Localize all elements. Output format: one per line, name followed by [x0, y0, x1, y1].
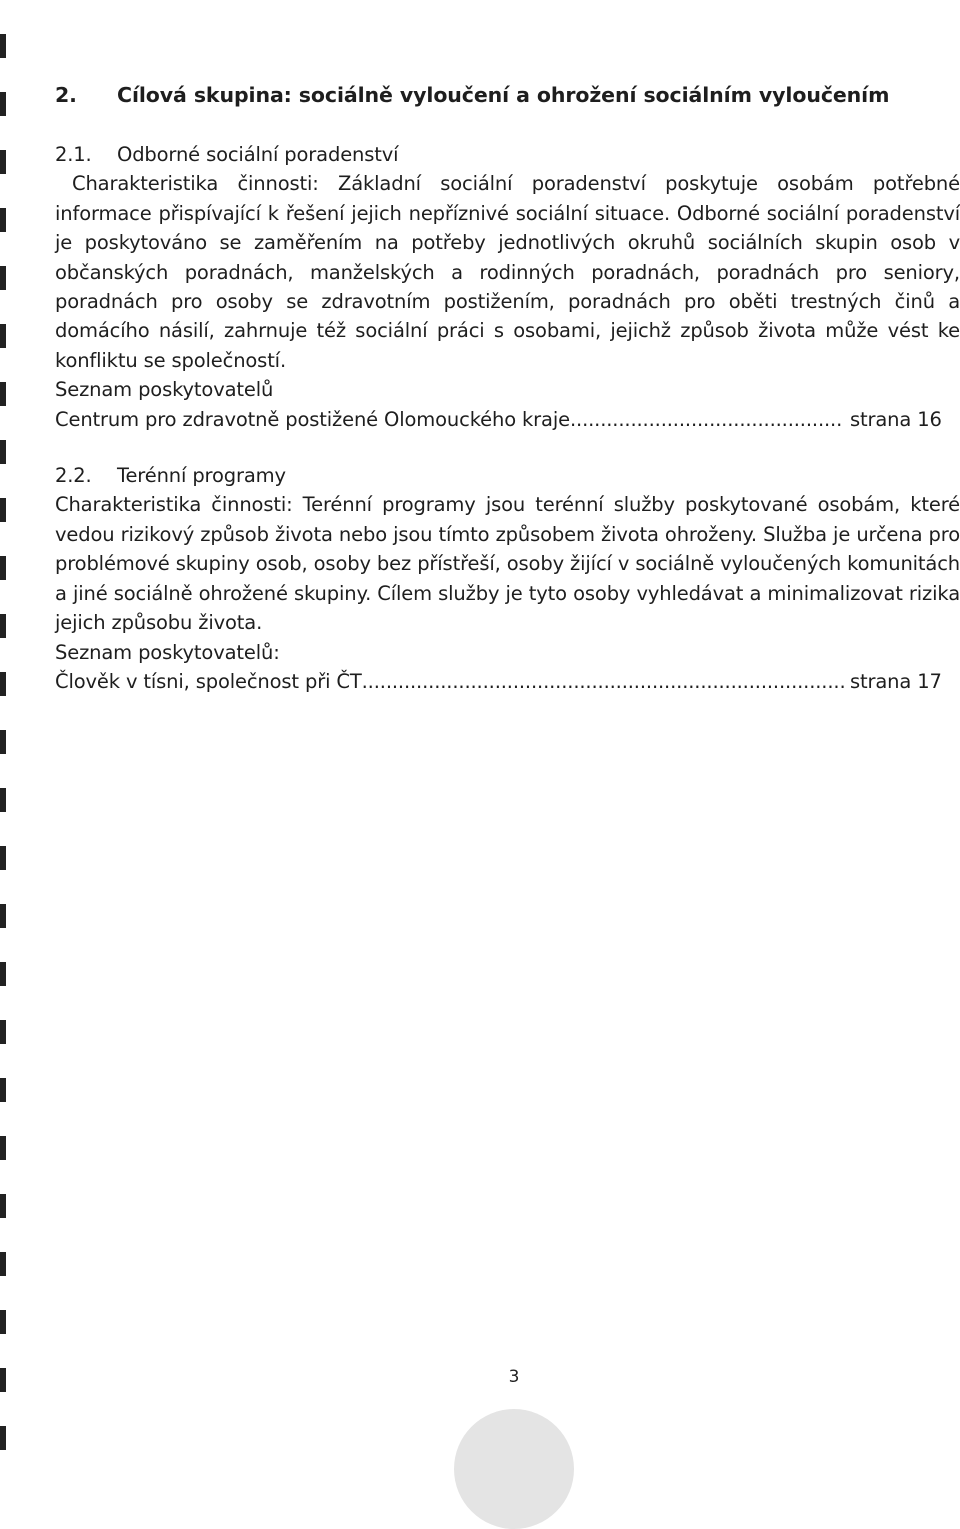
section-title: Terénní programy — [117, 464, 286, 488]
page-number: 3 — [508, 1367, 520, 1387]
provider-name: Člověk v tísni, společnost při ČT — [55, 669, 362, 693]
provider-name: Centrum pro zdravotně postižené Olomouckého kraje — [55, 407, 570, 431]
section-number: 2.1. — [55, 143, 92, 166]
section-heading — [55, 140, 960, 169]
chapter-number: 2. — [55, 83, 77, 107]
section-title: Odborné sociální poradenství — [117, 143, 399, 166]
section-description: Charakteristika činnosti: Základní sociální poradenství poskytuje osobám potřebné informace přispívající k řešení jejich nepříznivé sociální situace. Odborné sociální poradenství je poskytováno se zaměřením na potřeby jednotlivých okruhů sociálních skupin osob v občanských poradnách, manželských a rodinných poradnách, poradnách pro seniory, poradnách pro osoby se zdravotním postižením, poradnách pro oběti trestných činů a domácího násilí, zahrnuje též sociální práci s osobami, jejichž způsob života může vést ke konfliktu se společností. — [55, 172, 960, 372]
provider-page: strana 16 — [850, 407, 942, 431]
leader-dots — [570, 405, 844, 434]
leader-dots — [362, 667, 844, 696]
section-heading — [55, 461, 960, 490]
chapter-title: Cílová skupina: sociálně vyloučení a ohrožení sociálním vyloučením — [117, 83, 890, 107]
page-number-tab — [454, 1409, 574, 1529]
margin-crop-marks — [0, 0, 6, 1459]
provider-entry[interactable] — [55, 667, 960, 696]
provider-entry[interactable] — [55, 405, 960, 434]
providers-label: Seznam poskytovatelů: — [55, 640, 280, 664]
document-body — [55, 78, 960, 696]
section-description: Charakteristika činnosti: Terénní programy jsou terénní služby poskytované osobám, které vedou rizikový způsob života nebo jsou tímto způsobem života ohroženy. Služba je určena pro problémové skupiny osob, osoby bez přístřeší, osoby žijící v sociálně vyloučených komunitách a jiné sociálně ohrožené skupiny. Cílem služby je tyto osoby vyhledávat a minimalizovat rizika jejich způsobu života. — [55, 493, 960, 635]
chapter-heading — [55, 78, 960, 112]
provider-page: strana 17 — [850, 669, 942, 693]
providers-label: Seznam poskytovatelů — [55, 378, 274, 402]
section-number: 2.2. — [55, 464, 92, 488]
